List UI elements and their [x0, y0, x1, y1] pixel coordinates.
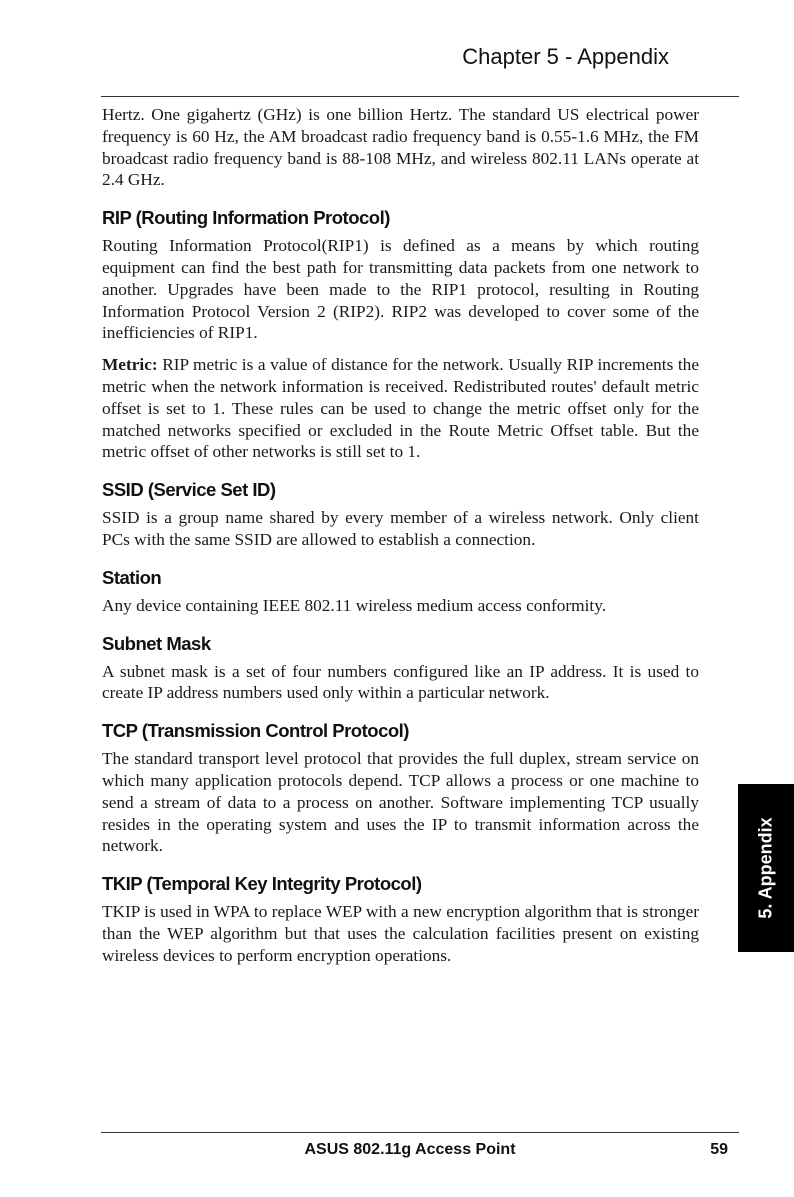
station-heading: Station [102, 566, 162, 588]
page-number: 59 [710, 1141, 728, 1158]
tcp-heading: TCP (Transmission Control Protocol) [102, 720, 409, 742]
footer-title: ASUS 802.11g Access Point [304, 1141, 516, 1158]
side-tab-label: 5. Appendix [755, 817, 776, 919]
rip-metric-paragraph [102, 354, 699, 463]
subnet-heading: Subnet Mask [102, 632, 211, 654]
intro-paragraph: Hertz. One gigahertz (GHz) is one billion Hertz. The standard US electrical power frequency is 60 Hz, the AM broadcast radio frequency band is 0.55-1.6 MHz, the FM broadcast radio frequency band is 88-108 MHz, and wireless 802.11 LANs operate at 2.4 GHz. [102, 105, 699, 190]
station-paragraph: Any device containing IEEE 802.11 wireless medium access conformity. [102, 595, 607, 615]
ssid-heading: SSID (Service Set ID) [102, 479, 276, 501]
metric-term: Metric: [102, 355, 158, 375]
subnet-paragraph: A subnet mask is a set of four numbers configured like an IP address. It is used to create IP address numbers used only within a particular network. [102, 661, 699, 703]
rip-paragraph: Routing Information Protocol(RIP1) is defined as a means by which routing equipment can find the best path for transmitting data packets from one network to another. Upgrades have been made to the RIP1 protocol, resulting in Routing Information Protocol Version 2 (RIP2). RIP2 was developed to cover some of the inefficiencies of RIP1. [102, 236, 699, 343]
footer-divider [101, 1132, 739, 1133]
rip-heading: RIP (Routing Information Protocol) [102, 207, 390, 229]
tkip-heading: TKIP (Temporal Key Integrity Protocol) [102, 873, 422, 895]
page-content [102, 104, 699, 977]
tkip-paragraph: TKIP is used in WPA to replace WEP with a new encryption algorithm that is stronger than the WEP algorithm but that uses the calculation facilities present on existing wireless devices to perform encryption operations. [102, 902, 699, 965]
chapter-side-tab [738, 784, 794, 952]
metric-text: RIP metric is a value of distance for the network. Usually RIP increments the metric when the network information is received. Redistributed routes' default metric offset is set to 1. These rules can be used to change the metric offset only for the matched networks specified or excluded in the Route Metric Offset table. But the metric offset of other networks is still set to 1. [102, 355, 699, 462]
header-divider [101, 96, 739, 97]
ssid-paragraph: SSID is a group name shared by every member of a wireless network. Only client PCs with the same SSID are allowed to establish a connection. [102, 508, 699, 549]
tcp-paragraph: The standard transport level protocol that provides the full duplex, stream service on which many application protocols depend. TCP allows a process or one machine to send a stream of data to a process on another. Software implementing TCP usually resides in the operating system and uses the IP to transmit information across the network. [102, 749, 699, 856]
chapter-title: Chapter 5 - Appendix [462, 44, 669, 69]
